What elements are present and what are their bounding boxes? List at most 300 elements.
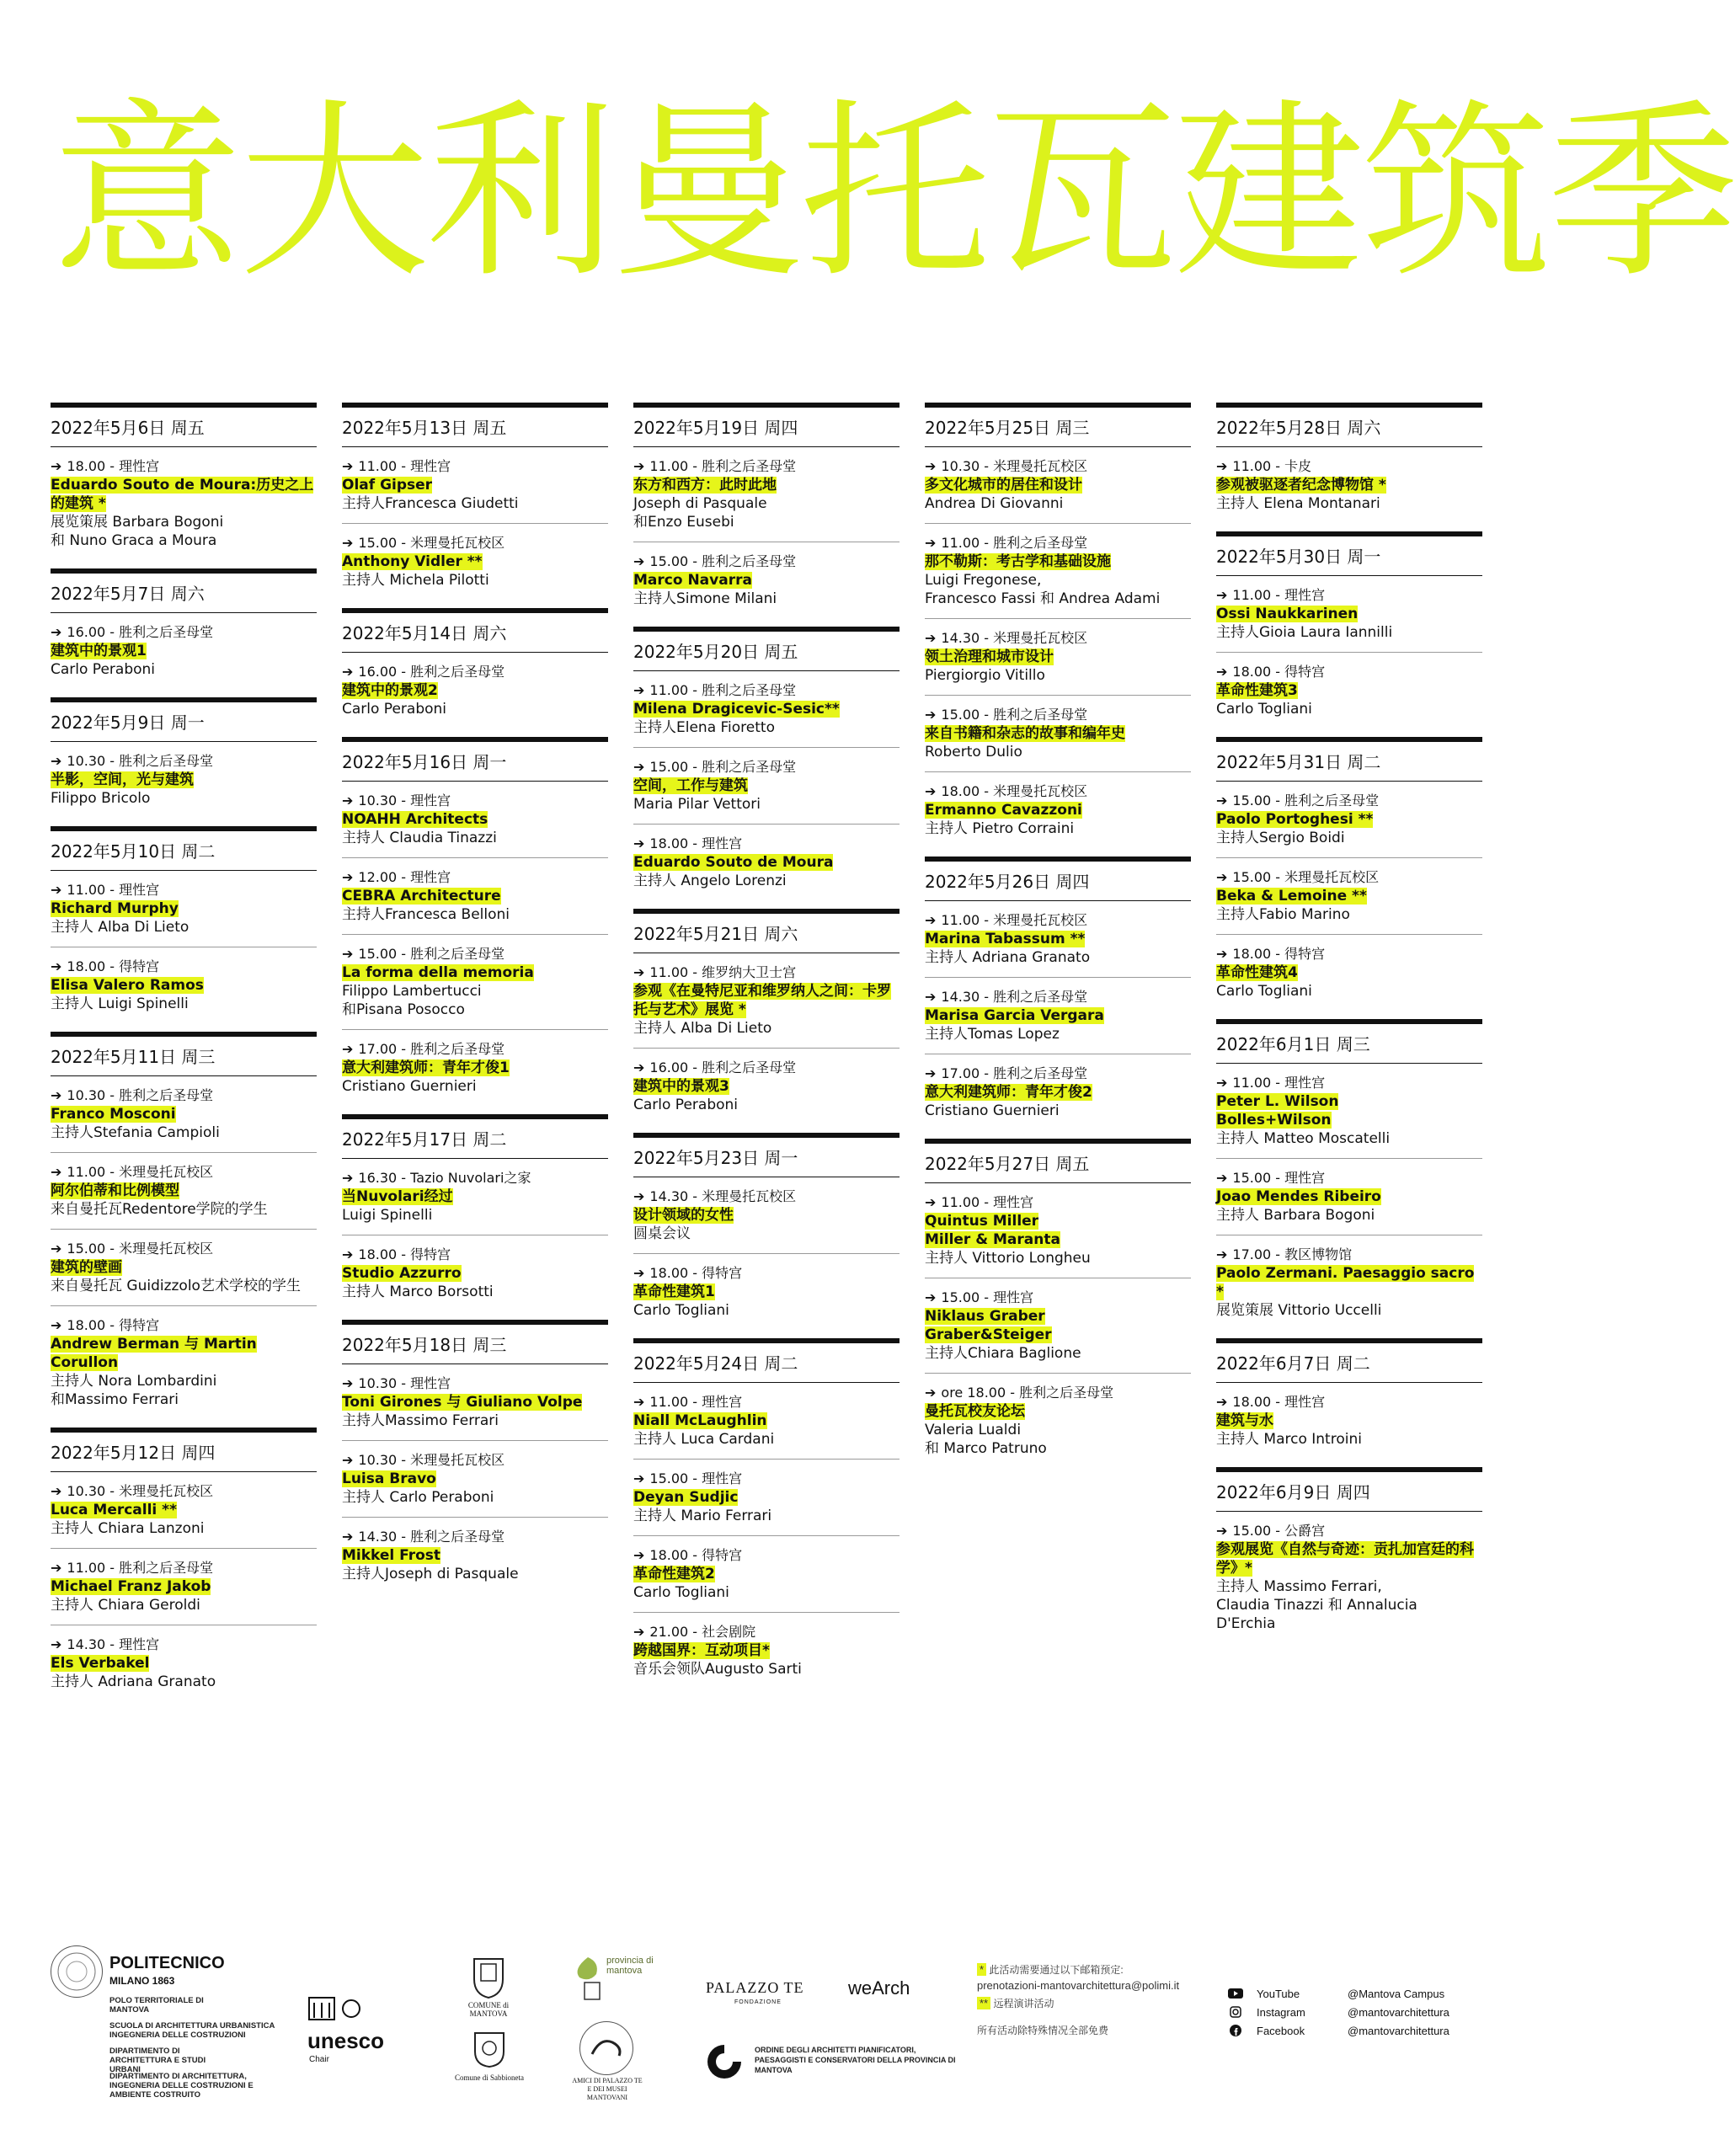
arrow-right-icon: ➔: [925, 707, 937, 723]
event-host: Maria Pilar Vettori: [633, 796, 761, 813]
event-meta-text: 18.00 - 得特宫: [67, 1317, 160, 1333]
event-title: [1216, 681, 1482, 700]
event-item: [633, 1613, 900, 1682]
event-meta-text: 11.00 - 维罗纳大卫士宫: [649, 964, 797, 980]
event-item: [51, 447, 317, 553]
event-item: [633, 542, 900, 611]
youtube-handle[interactable]: @Mantova Campus: [1348, 1988, 1445, 2000]
event-host: 主持人Simone Milani: [633, 590, 777, 607]
arrow-right-icon: ➔: [633, 458, 645, 474]
event-item: [51, 1153, 317, 1230]
event-host: 主持人Tomas Lopez: [925, 1026, 1060, 1043]
unesco-chair: Chair: [309, 2055, 329, 2064]
event-item: [1216, 576, 1482, 653]
facebook-label[interactable]: Facebook: [1257, 2025, 1305, 2037]
provincia-mantova-label: provincia di mantova: [606, 1956, 654, 1976]
event-title: [51, 642, 317, 660]
event-time-venue: [1216, 1246, 1482, 1264]
event-title-highlight: 来自书籍和杂志的故事和编年史: [925, 725, 1125, 742]
event-item: [633, 748, 900, 825]
day-date: 2022年5月18日 周三: [342, 1325, 608, 1364]
event-item: [925, 901, 1191, 978]
event-time-venue: [342, 1040, 608, 1059]
day-date: 2022年5月11日 周三: [51, 1037, 317, 1076]
event-item: [51, 1230, 317, 1306]
event-meta-text: 17.00 - 教区博物馆: [1232, 1246, 1353, 1262]
instagram-icon[interactable]: [1230, 2006, 1241, 2022]
event-host: 主持人Francesca Giudetti: [342, 495, 519, 512]
event-host: Cristiano Guernieri: [342, 1078, 477, 1095]
event-title-highlight: 革命性建筑3: [1216, 682, 1298, 699]
event-item: [633, 825, 900, 894]
event-host: 主持人Francesca Belloni: [342, 906, 510, 923]
arrow-right-icon: ➔: [633, 1394, 645, 1410]
instagram-label[interactable]: Instagram: [1257, 2006, 1305, 2019]
event-time-venue: [51, 457, 317, 476]
event-time-venue: [925, 1289, 1191, 1307]
event-time-venue: [1216, 1169, 1482, 1187]
event-title: [633, 982, 900, 1019]
event-time-venue: [342, 792, 608, 810]
wearch-logo: weArch: [848, 1977, 910, 1999]
event-time-venue: [925, 1193, 1191, 1212]
event-title-highlight: 参观《在曼特尼亚和维罗纳人之间：卡罗托与艺术》展览 *: [633, 983, 891, 1018]
event-host: Roberto Dulio: [925, 744, 1022, 760]
arrow-right-icon: ➔: [51, 1483, 62, 1499]
event-title-highlight: Ossi Naukkarinen: [1216, 606, 1359, 622]
event-item: [342, 858, 608, 935]
day-date: 2022年5月24日 周二: [633, 1343, 900, 1383]
arrow-right-icon: ➔: [51, 624, 62, 640]
facebook-icon[interactable]: [1230, 2025, 1241, 2041]
provincia-mantova-logo-icon: [571, 1954, 605, 2009]
arrow-right-icon: ➔: [342, 535, 354, 551]
event-item: [633, 1460, 900, 1536]
event-time-venue: [925, 782, 1191, 801]
event-host: 主持人 Marco Introini: [1216, 1431, 1362, 1448]
event-time-venue: [342, 663, 608, 681]
event-host: 主持人 Adriana Granato: [51, 1673, 216, 1690]
event-host: Joseph di Pasquale 和Enzo Eusebi: [633, 495, 767, 531]
event-title: [1216, 1540, 1482, 1577]
event-title-highlight: 参观展览《自然与奇迹：贡扎加宫廷的科学》*: [1216, 1541, 1474, 1577]
arrow-right-icon: ➔: [51, 1164, 62, 1180]
event-title-highlight: Studio Azzurro: [342, 1265, 462, 1282]
day-block: [51, 1428, 317, 1694]
event-title-highlight: Elisa Valero Ramos: [51, 977, 204, 994]
event-title-highlight: 建筑与水: [1216, 1412, 1273, 1429]
event-title-highlight: 领土治理和城市设计: [925, 648, 1054, 665]
arrow-right-icon: ➔: [925, 783, 937, 799]
event-time-venue: [1216, 586, 1482, 605]
note-remote: [977, 1996, 1054, 2010]
event-meta-text: 10.30 - 米理曼托瓦校区: [358, 1452, 505, 1468]
day-date: 2022年6月1日 周三: [1216, 1024, 1482, 1064]
event-time-venue: [633, 1393, 900, 1412]
event-title: [342, 1546, 608, 1565]
day-block: [1216, 737, 1482, 1004]
event-host: 来自曼托瓦 Guidizzolo艺术学校的学生: [51, 1278, 301, 1294]
event-meta-text: 18.00 - 米理曼托瓦校区: [941, 783, 1088, 799]
arrow-right-icon: ➔: [1216, 1394, 1228, 1410]
event-title: [925, 724, 1191, 743]
event-meta-text: 10.30 - 米理曼托瓦校区: [67, 1483, 214, 1499]
page-title: 意大利曼托瓦建筑季: [52, 83, 1735, 304]
event-item: [925, 447, 1191, 524]
event-item: [1216, 1064, 1482, 1159]
event-time-venue: [925, 988, 1191, 1006]
arrow-right-icon: ➔: [1216, 1246, 1228, 1262]
event-time-venue: [633, 1470, 900, 1488]
comune-mantova-crest-icon: [467, 1952, 510, 2003]
event-time-venue: [51, 752, 317, 771]
event-title-highlight: Joao Mendes Ribeiro: [1216, 1188, 1381, 1205]
arrow-right-icon: ➔: [633, 835, 645, 851]
event-title-highlight: 参观被驱逐者纪念博物馆 *: [1216, 477, 1386, 494]
event-time-venue: [51, 958, 317, 976]
arrow-right-icon: ➔: [1216, 792, 1228, 808]
day-block: [51, 1032, 317, 1412]
event-meta-text: 11.00 - 理性宫: [1232, 1075, 1326, 1091]
event-item: [633, 1049, 900, 1118]
event-time-venue: [633, 1187, 900, 1206]
event-title: [51, 1577, 317, 1596]
event-item: [51, 1472, 317, 1549]
day-date: 2022年5月28日 周六: [1216, 408, 1482, 447]
day-block: [1216, 1467, 1482, 1636]
event-title: [342, 1187, 608, 1206]
event-item: [342, 935, 608, 1030]
event-host: 主持人 Claudia Tinazzi: [342, 830, 497, 846]
event-item: [633, 1383, 900, 1460]
event-time-venue: [633, 963, 900, 982]
arrow-right-icon: ➔: [51, 1317, 62, 1333]
single-star-key: *: [977, 1963, 986, 1976]
event-item: [925, 1278, 1191, 1374]
event-host: Carlo Peraboni: [342, 701, 447, 718]
event-host: 主持人 Luigi Spinelli: [51, 995, 189, 1012]
event-item: [1216, 653, 1482, 722]
day-date: 2022年6月7日 周二: [1216, 1343, 1482, 1383]
event-time-venue: [633, 552, 900, 571]
event-meta-text: 15.00 - 胜利之后圣母堂: [649, 759, 797, 775]
event-item: [51, 1549, 317, 1625]
event-title-highlight: 多文化城市的居住和设计: [925, 477, 1082, 494]
event-meta-text: 18.00 - 理性宫: [649, 835, 743, 851]
day-block: [51, 403, 317, 553]
arrow-right-icon: ➔: [342, 664, 354, 680]
event-title: [633, 1488, 900, 1507]
event-title: [925, 1212, 1191, 1249]
event-host: 主持人 Marco Borsotti: [342, 1283, 494, 1300]
event-item: [1216, 1383, 1482, 1452]
event-time-venue: [633, 1546, 900, 1565]
event-title: [633, 1412, 900, 1430]
event-item: [342, 782, 608, 858]
event-item: [51, 871, 317, 947]
event-title-highlight: Franco Mosconi: [51, 1106, 176, 1123]
ordine-architetti-logo-icon: [706, 2043, 743, 2084]
day-block: [51, 826, 317, 1017]
arrow-right-icon: ➔: [1216, 1075, 1228, 1091]
event-title-highlight: Andrew Berman 与 Martin Corullon: [51, 1336, 257, 1371]
event-time-venue: [342, 1246, 608, 1264]
arrow-right-icon: ➔: [1216, 946, 1228, 962]
event-title: [1216, 963, 1482, 982]
arrow-right-icon: ➔: [633, 759, 645, 775]
day-block: [1216, 1019, 1482, 1323]
event-title: [342, 552, 608, 571]
event-title: [1216, 1187, 1482, 1206]
event-title-highlight: 半影，空间，光与建筑: [51, 771, 194, 788]
schedule-column-3: [633, 403, 900, 1697]
palazzo-te-logo: PALAZZO TE: [706, 1979, 804, 1996]
arrow-right-icon: ➔: [925, 912, 937, 928]
day-block: [633, 909, 900, 1118]
event-meta-text: 11.00 - 理性宫: [358, 458, 451, 474]
event-time-venue: [633, 835, 900, 853]
footer: [51, 1929, 1482, 2101]
event-title-highlight: 革命性建筑4: [1216, 964, 1298, 981]
event-meta-text: 15.00 - 米理曼托瓦校区: [358, 535, 505, 551]
event-meta-text: 18.00 - 得特宫: [1232, 664, 1326, 680]
event-item: [51, 1076, 317, 1153]
event-title-highlight: 建筑中的景观2: [342, 682, 438, 699]
event-time-venue: [51, 1240, 317, 1258]
arrow-right-icon: ➔: [633, 1624, 645, 1640]
event-title: [1216, 1412, 1482, 1430]
palazzo-te-fondazione: FONDAZIONE: [734, 1999, 782, 2005]
event-title-highlight: Luca Mercalli **: [51, 1502, 177, 1518]
event-time-venue: [51, 623, 317, 642]
event-item: [342, 1441, 608, 1518]
event-time-venue: [1216, 457, 1482, 476]
event-title: [925, 801, 1191, 819]
event-time-venue: [51, 1559, 317, 1577]
amici-palazzo-te-label: AMICI DI PALAZZO TE E DEI MUSEI MANTOVANI: [572, 2077, 643, 2101]
event-item: [633, 1177, 900, 1254]
event-meta-text: 18.00 - 得特宫: [1232, 946, 1326, 962]
day-date: 2022年5月31日 周二: [1216, 742, 1482, 782]
day-date: 2022年5月14日 周六: [342, 613, 608, 653]
amici-palazzo-te-logo: [579, 2021, 633, 2075]
event-item: [342, 1030, 608, 1099]
event-title-highlight: Toni Girones 与 Giuliano Volpe: [342, 1394, 583, 1411]
event-meta-text: 10.30 - 米理曼托瓦校区: [941, 458, 1088, 474]
event-time-venue: [51, 1482, 317, 1501]
day-block: [925, 1139, 1191, 1461]
arrow-right-icon: ➔: [633, 1265, 645, 1281]
day-date: 2022年5月7日 周六: [51, 574, 317, 613]
event-title-highlight: 当Nuvolari经过: [342, 1188, 453, 1205]
arrow-right-icon: ➔: [925, 630, 937, 646]
event-meta-text: 14.30 - 米理曼托瓦校区: [941, 630, 1088, 646]
event-item: [925, 1374, 1191, 1461]
event-title: [342, 681, 608, 700]
event-title-highlight: Deyan Sudjic: [633, 1489, 739, 1506]
day-date: 2022年5月23日 周一: [633, 1138, 900, 1177]
event-item: [925, 978, 1191, 1054]
event-title-highlight: Marina Tabassum **: [925, 931, 1086, 947]
event-time-venue: [1216, 1522, 1482, 1540]
event-meta-text: 17.00 - 胜利之后圣母堂: [941, 1065, 1088, 1081]
day-date: 2022年6月9日 周四: [1216, 1472, 1482, 1512]
note-free: 所有活动除特殊情况全部免费: [977, 2025, 1109, 2036]
event-meta-text: 11.00 - 理性宫: [67, 882, 160, 898]
event-title: [633, 1206, 900, 1225]
event-title-highlight: 设计领域的女性: [633, 1207, 734, 1224]
event-host: 主持人 Alba Di Lieto: [633, 1020, 772, 1037]
event-title-highlight: Richard Murphy: [51, 900, 179, 917]
event-title-highlight: NOAHH Architects: [342, 811, 488, 828]
event-host: 主持人 Luca Cardani: [633, 1431, 775, 1448]
arrow-right-icon: ➔: [633, 964, 645, 980]
event-time-venue: [1216, 1074, 1482, 1092]
youtube-label[interactable]: YouTube: [1257, 1988, 1300, 2000]
event-time-venue: [342, 1451, 608, 1470]
event-title-highlight: 革命性建筑2: [633, 1566, 715, 1582]
event-host: 主持人 Angelo Lorenzi: [633, 873, 787, 889]
day-block: [1216, 403, 1482, 516]
event-title: [633, 571, 900, 590]
event-host: Cristiano Guernieri: [925, 1102, 1060, 1119]
event-title-highlight: 阿尔伯蒂和比例模型: [51, 1182, 179, 1199]
event-meta-text: 15.00 - 理性宫: [1232, 1170, 1326, 1186]
instagram-handle[interactable]: @mantovarchitettura: [1348, 2006, 1449, 2019]
event-time-venue: [51, 881, 317, 899]
event-host: 主持人 Michela Pilotti: [342, 572, 489, 589]
facebook-handle[interactable]: @mantovarchitettura: [1348, 2025, 1449, 2037]
comune-sabbioneta-crest-icon: [470, 2028, 509, 2073]
event-time-venue: [342, 1374, 608, 1393]
youtube-icon[interactable]: [1228, 1988, 1243, 2004]
event-host: 展览策展 Vittorio Uccelli: [1216, 1302, 1382, 1319]
event-title: [51, 1182, 317, 1200]
event-meta-text: 15.00 - 理性宫: [649, 1470, 743, 1486]
event-title-highlight: 空间，工作与建筑: [633, 777, 748, 794]
arrow-right-icon: ➔: [51, 1636, 62, 1652]
event-host: 主持人Gioia Laura Iannilli: [1216, 624, 1393, 641]
event-meta-text: 18.00 - 得特宫: [67, 958, 160, 974]
event-meta-text: 11.00 - 理性宫: [649, 1394, 743, 1410]
event-meta-text: 10.30 - 理性宫: [358, 792, 451, 808]
event-meta-text: 21.00 - 社会剧院: [649, 1624, 756, 1640]
arrow-right-icon: ➔: [1216, 869, 1228, 885]
event-title-highlight: Els Verbakel: [51, 1655, 150, 1672]
event-meta-text: 11.00 - 米理曼托瓦校区: [941, 912, 1088, 928]
event-item: [1216, 1512, 1482, 1636]
event-item: [633, 447, 900, 542]
event-meta-text: 11.00 - 胜利之后圣母堂: [67, 1560, 214, 1576]
event-time-venue: [1216, 792, 1482, 810]
event-title: [51, 1501, 317, 1519]
event-item: [925, 696, 1191, 772]
polimi-line-4: DIPARTIMENTO DI ARCHITETTURA, INGEGNERIA DELLE COSTRUZIONI E AMBIENTE COSTRUITO: [109, 2072, 254, 2100]
event-title: [925, 476, 1191, 494]
day-block: [1216, 531, 1482, 722]
day-block: [1216, 1338, 1482, 1452]
arrow-right-icon: ➔: [342, 946, 354, 962]
event-title-highlight: 意大利建筑师：青年才俊1: [342, 1059, 510, 1076]
event-title: [925, 552, 1191, 571]
event-time-venue: [51, 1163, 317, 1182]
arrow-right-icon: ➔: [51, 958, 62, 974]
day-date: 2022年5月10日 周二: [51, 831, 317, 871]
event-meta-text: 11.00 - 胜利之后圣母堂: [649, 682, 797, 698]
event-item: [51, 613, 317, 682]
event-title: [1216, 1264, 1482, 1301]
event-title: [51, 476, 317, 513]
event-meta-text: 17.00 - 胜利之后圣母堂: [358, 1041, 505, 1057]
event-meta-text: 11.00 - 理性宫: [941, 1194, 1034, 1210]
event-title: [633, 476, 900, 494]
event-item: [51, 947, 317, 1017]
event-title-highlight: Peter L. Wilson Bolles+Wilson: [1216, 1093, 1339, 1129]
polimi-line-3: DIPARTIMENTO DI ARCHITETTURA E STUDI URBANI: [109, 2047, 206, 2074]
event-title: [633, 853, 900, 872]
arrow-right-icon: ➔: [51, 1087, 62, 1103]
event-title: [633, 1641, 900, 1660]
event-item: [633, 1254, 900, 1323]
event-title: [633, 1565, 900, 1583]
event-meta-text: 10.30 - 理性宫: [358, 1375, 451, 1391]
event-host: Carlo Togliani: [633, 1584, 729, 1601]
day-block: [342, 1114, 608, 1305]
politecnico-seal-logo: [51, 1945, 103, 1998]
event-host: Filippo Bricolo: [51, 790, 151, 807]
event-host: 来自曼托瓦Redentore学院的学生: [51, 1201, 268, 1218]
day-date: 2022年5月27日 周五: [925, 1144, 1191, 1183]
comune-sabbioneta-label: Comune di Sabbioneta: [455, 2073, 524, 2082]
event-meta-text: 18.00 - 得特宫: [649, 1265, 743, 1281]
event-host: 主持人 Matteo Moscatelli: [1216, 1130, 1391, 1147]
note-reservation: [977, 1962, 1124, 1977]
arrow-right-icon: ➔: [633, 1188, 645, 1204]
arrow-right-icon: ➔: [342, 792, 354, 808]
event-title: [633, 776, 900, 795]
event-title: [51, 1105, 317, 1123]
event-title: [633, 1077, 900, 1096]
event-meta-text: 14.30 - 理性宫: [67, 1636, 160, 1652]
arrow-right-icon: ➔: [925, 1385, 937, 1401]
event-host: 主持人 Mario Ferrari: [633, 1508, 772, 1524]
event-meta-text: 14.30 - 米理曼托瓦校区: [649, 1188, 797, 1204]
event-host: Luigi Fregonese, Francesco Fassi 和 Andrea Adami: [925, 572, 1161, 607]
schedule: [51, 403, 1482, 1716]
unesco-logo: unesco: [307, 2028, 385, 2053]
event-time-venue: [925, 457, 1191, 476]
arrow-right-icon: ➔: [925, 535, 937, 551]
day-date: 2022年5月20日 周五: [633, 632, 900, 671]
event-title: [1216, 887, 1482, 905]
event-title: [925, 1006, 1191, 1025]
event-title: [342, 1059, 608, 1077]
arrow-right-icon: ➔: [342, 1529, 354, 1545]
event-host: 主持人 Elena Montanari: [1216, 495, 1380, 512]
event-meta-text: 18.00 - 理性宫: [67, 458, 160, 474]
reservation-email-link[interactable]: prenotazioni-mantovarchitettura@polimi.it: [977, 1979, 1180, 1992]
event-item: [51, 1625, 317, 1694]
event-item: [925, 524, 1191, 619]
event-title-highlight: Marisa Garcia Vergara: [925, 1007, 1104, 1024]
event-host: 主持人 Vittorio Longheu: [925, 1250, 1091, 1267]
arrow-right-icon: ➔: [342, 1041, 354, 1057]
event-time-venue: [51, 1316, 317, 1335]
arrow-right-icon: ➔: [925, 1194, 937, 1210]
event-time-venue: [342, 1169, 608, 1187]
event-host: 展览策展 Barbara Bogoni 和 Nuno Graca a Moura: [51, 514, 224, 549]
event-title: [342, 476, 608, 494]
